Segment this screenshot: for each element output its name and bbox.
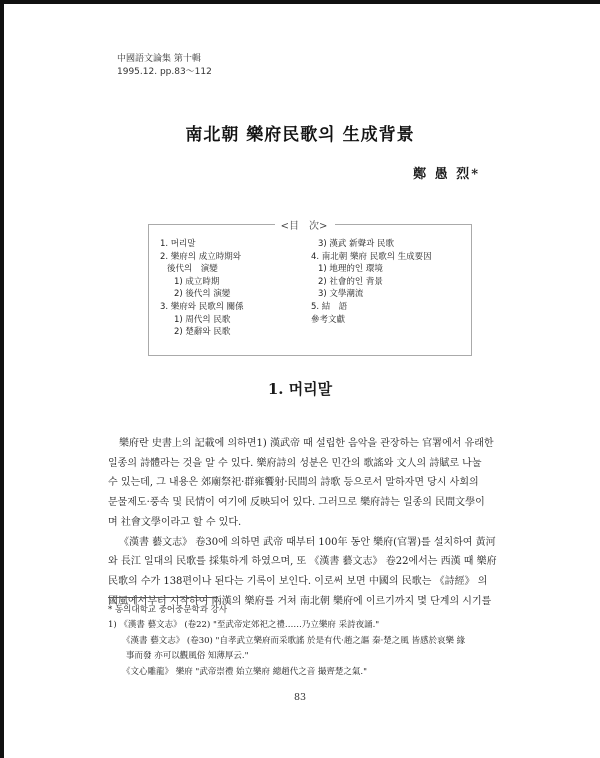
journal-header: [117, 53, 212, 79]
footnote-line: 《漢書 藝文志》 (卷30) "自孝武立樂府而采歌謠 於是有代·趙之謳 秦·楚之風 皆感於哀樂 緣: [122, 635, 466, 646]
footnote-line: 1) 《漢書 藝文志》 (卷22) "至武帝定郊祀之禮……乃立樂府 采詩夜誦.": [108, 620, 380, 631]
toc-item: 2) 社會的인 背景: [318, 276, 383, 287]
footnote-line: 《文心雕龍》 樂府 "武帝崇禮 始立樂府 總趙代之音 撮齊楚之氣.": [122, 666, 368, 677]
toc-item: 1) 地理的인 環境: [318, 264, 383, 275]
toc-item: 2) 後代의 演變: [174, 289, 231, 300]
paper-title: 南北朝 樂府民歌의 生成背景: [185, 125, 415, 145]
body-line: 수 있는데, 그 내용은 郊廟祭祀·群雍饗射·民間의 詩歌 등으로서 말하자면 당시 사회의: [108, 477, 479, 489]
toc-item: 3) 文學潮流: [318, 289, 364, 300]
body-line: 樂府란 史書上의 記載에 의하면1) 漢武帝 때 설립한 음악을 관장하는 官署에서 유래한: [119, 438, 494, 449]
body-line: 《漢書 藝文志》 卷30에 의하면 武帝 때부터 100年 동안 樂府(官署)를 설치하여 黃河: [119, 536, 496, 548]
journal-name: 中國語文論集 第十輯: [117, 54, 201, 64]
toc-right-column: [311, 238, 432, 326]
footnote-line: * 동의대학교 중어중문학과 강사: [108, 605, 228, 615]
body-text: [108, 434, 503, 611]
toc-item: 2. 樂府의 成立時期와: [160, 251, 241, 262]
author-name: 鄭 愚 烈*: [413, 167, 480, 182]
toc-item: 3. 樂府와 民歌의 關係: [160, 301, 244, 312]
body-line: 國風에서부터 시작하여 兩漢의 樂府를 거쳐 南北朝 樂府에 이르기까지 몇 단계의 시기를: [108, 595, 492, 607]
body-line: 民歌의 수가 138편이나 된다는 기록이 보인다. 이로써 보면 中國의 民歌는 《詩經》 의: [108, 575, 488, 587]
footnote-line: 事而發 亦可以觀風俗 知薄厚云.": [126, 651, 249, 662]
body-line: 며 社會文學이라고 할 수 있다.: [108, 516, 242, 528]
toc-top-rule-left: [149, 224, 275, 225]
toc-item: 1) 周代의 民歌: [174, 314, 231, 325]
scan-frame-top: [0, 0, 600, 4]
body-line: 와 長江 일대의 民歌를 採集하게 하였으며, 또 《漢書 藝文志》 卷22에서는 西漢 때 樂府: [108, 556, 497, 568]
toc-item: 2) 楚辭와 民歌: [174, 327, 231, 338]
journal-citation: 1995.12. pp.83～112: [117, 67, 212, 77]
section-title: 1. 머리말: [267, 380, 333, 398]
footnotes: [108, 603, 508, 680]
toc-top-rule-right: [335, 224, 471, 225]
toc-item: 後代의 演變: [167, 264, 218, 275]
toc-item: 4. 南北朝 樂府 民歌의 生成要因: [311, 251, 432, 262]
toc-item: 1. 머리말: [160, 239, 196, 249]
toc-item: 1) 成立時期: [174, 276, 220, 287]
toc-item: 參考文獻: [311, 314, 346, 325]
page-number: 83: [293, 692, 307, 703]
toc-item: 5. 結 語: [311, 301, 348, 312]
footnote-rule: [108, 597, 218, 598]
body-line: 문물제도·풍속 및 民情이 여기에 反映되어 있다. 그러므로 樂府詩는 일종의 民間文學이: [108, 497, 485, 509]
toc-item: 3) 漢武 新聲과 民歌: [318, 239, 395, 249]
body-line: 일종의 詩體라는 것을 알 수 있다. 樂府詩의 성분은 민간의 歌謠와 文人의 詩賦로 나눌: [108, 457, 482, 469]
toc-left-column: [160, 238, 244, 339]
toc-heading: <目 次>: [276, 217, 332, 232]
